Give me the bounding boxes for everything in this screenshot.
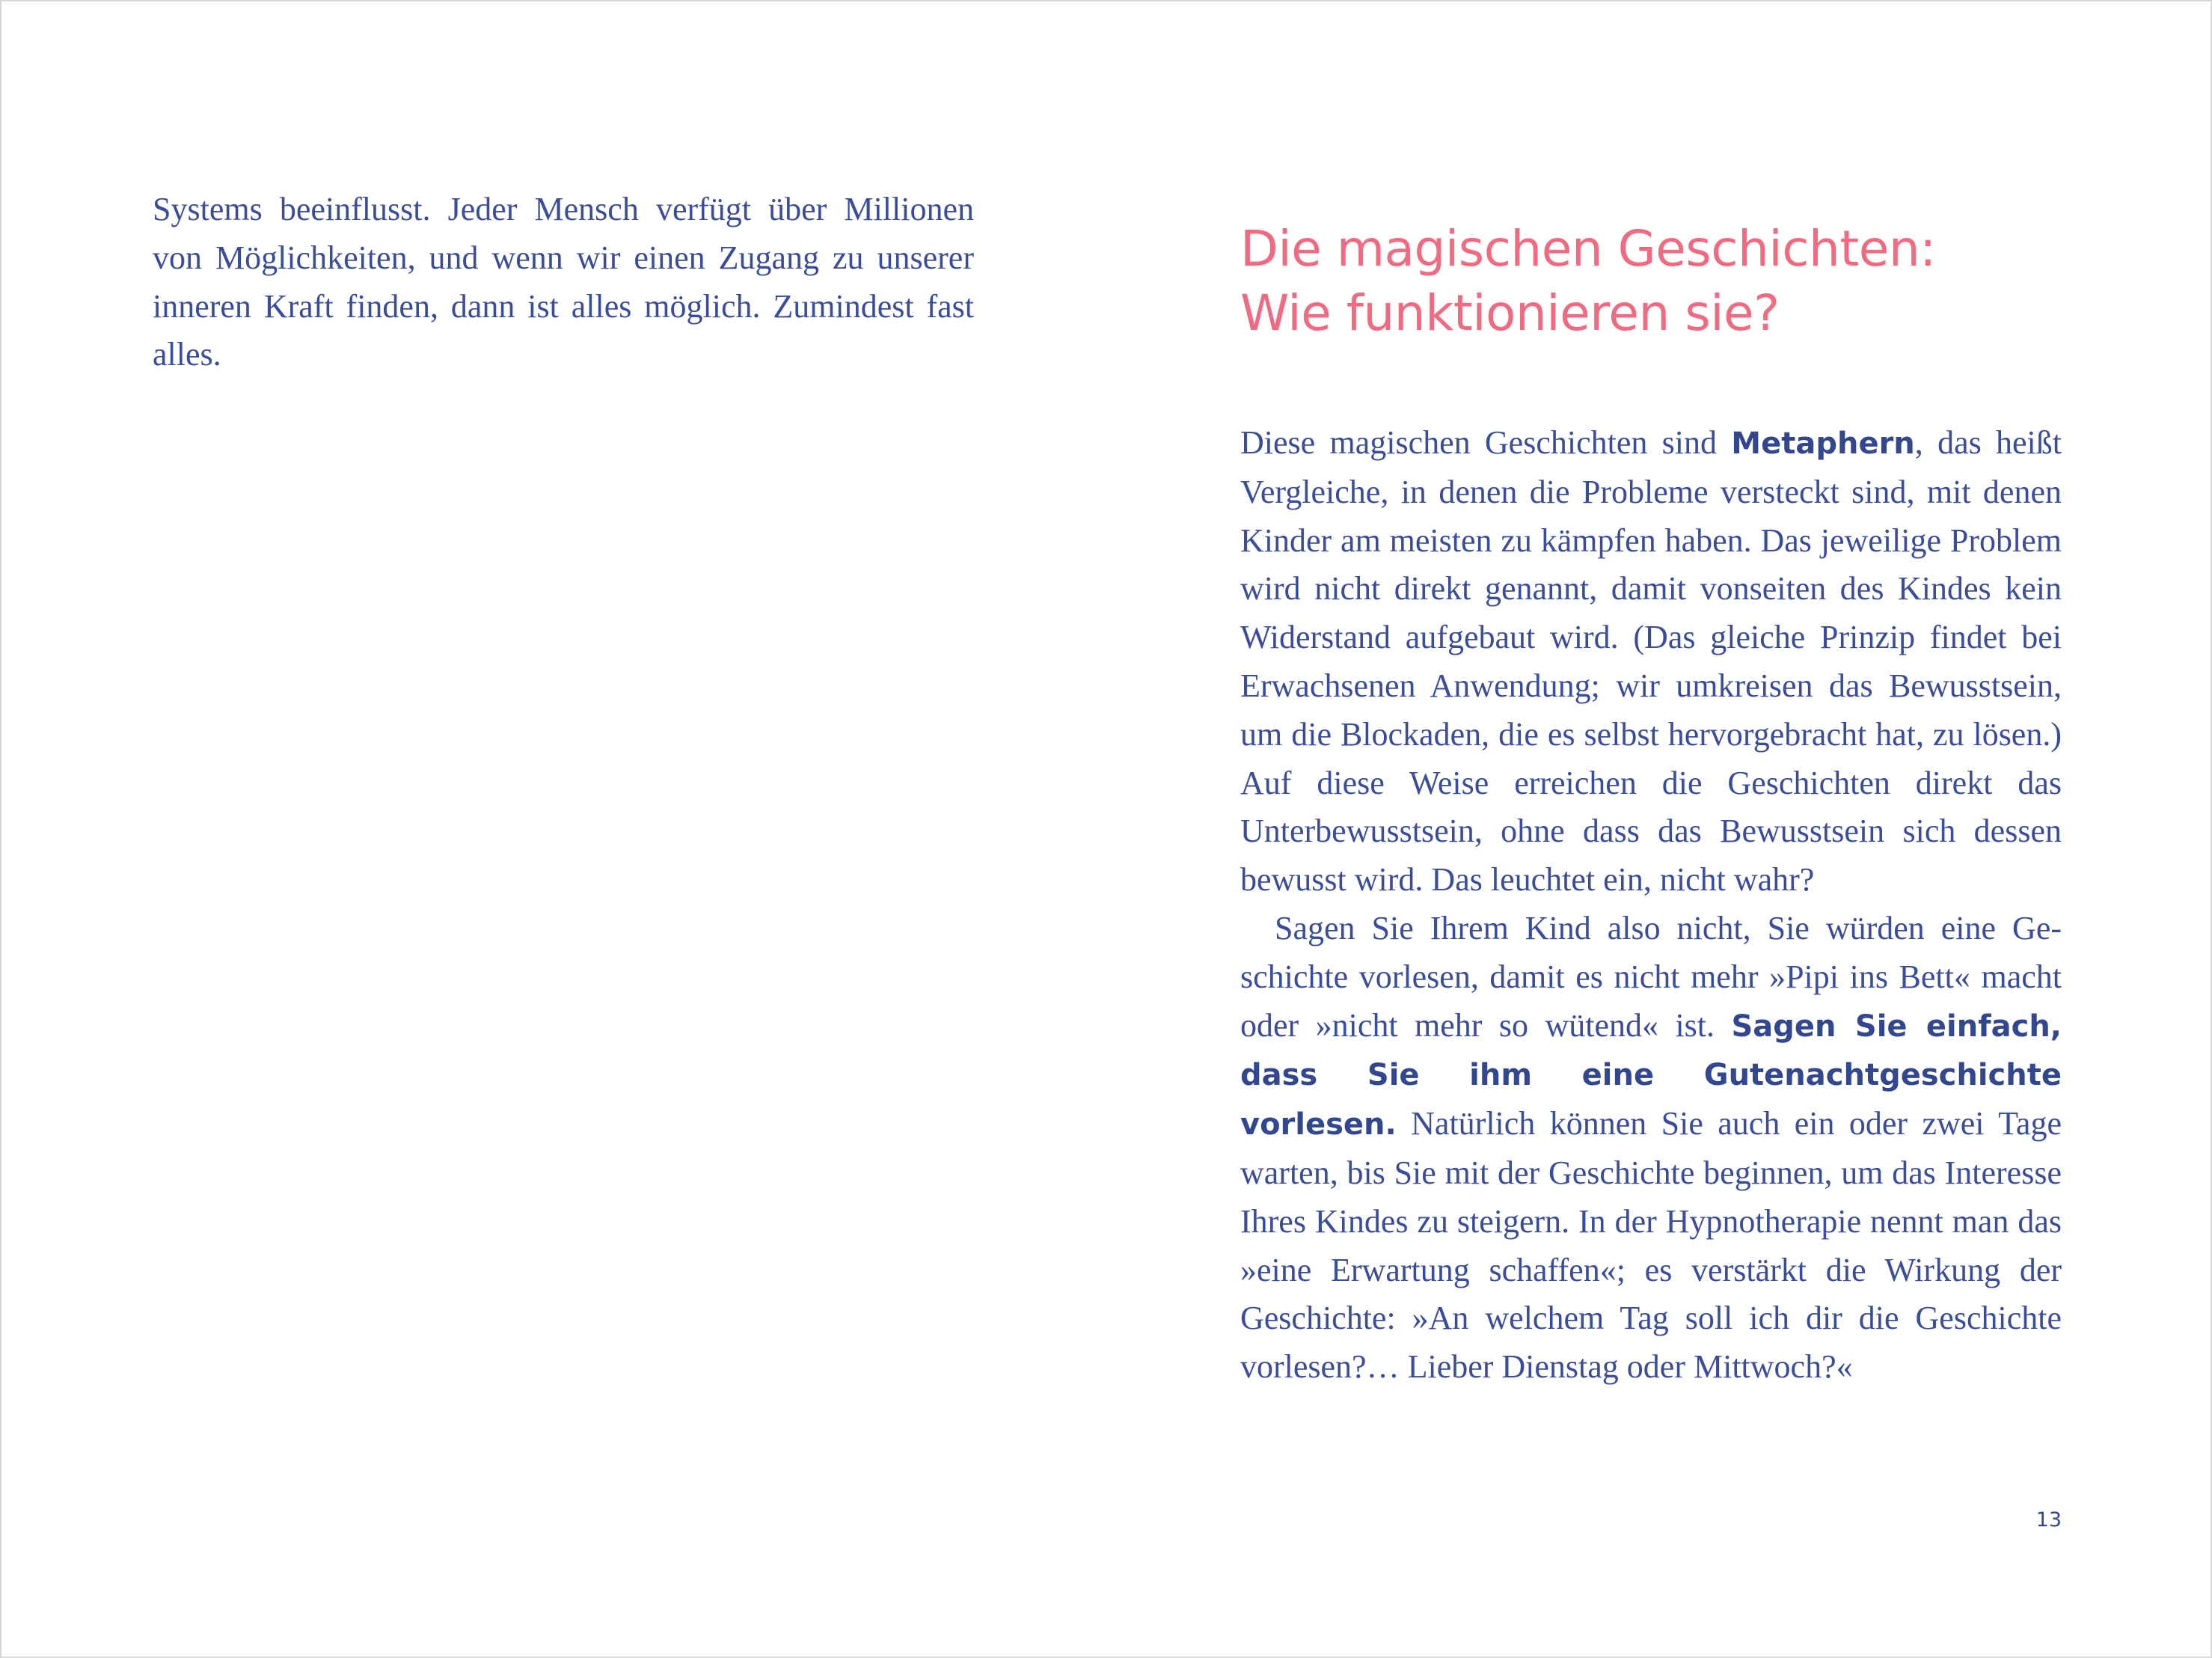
chapter-heading-line1: Die magischen Geschichten: [1240, 220, 1936, 278]
chapter-heading [1240, 217, 2062, 346]
page-number: 13 [2035, 1508, 2062, 1532]
right-page-content [1240, 217, 2062, 1392]
paragraph-metaphors-intro: Diese magischen Geschichten sind [1240, 424, 1732, 461]
paragraph-bedtime-story [1240, 905, 2062, 1392]
chapter-heading-line2: Wie funktionieren sie? [1240, 284, 1780, 342]
left-page-text [153, 186, 974, 379]
right-page-body [1240, 419, 2062, 1392]
paragraph-bedtime-rest: Natürlich können Sie auch ein oder zwei Tage warten, bis Sie mit der Geschichte beginnen, um das Interesse Ihres Kindes zu steigern. In der Hypnotherapie nennt man das »eine Erwartung schaffen«; es verstärkt die Wirkung der Geschichte: »An welchem Tag soll ich dir die Geschichte vorlesen?… Lieber Dienstag oder Mittwoch?« [1240, 1105, 2062, 1386]
paragraph-metaphors-rest: , das heißt Vergleiche, in denen die Probleme versteckt sind, mit denen Kinder am meisten zu kämpfen haben. Das jeweilige Problem wird nicht direkt genannt, damit vonseiten des Kindes kein Widerstand aufgebaut wird. (Das gleiche Prinzip findet bei Erwachsenen Anwendung; wir umkreisen das Bewusstsein, um die Blockaden, die es selbst hervorgebracht hat, zu lösen.) Auf diese Weise erreichen die Geschichten direkt das Unterbewusstsein, ohne dass das Bewusstsein sich dessen bewusst wird. Das leuchtet ein, nicht wahr? [1240, 424, 2062, 899]
metaphern-bold-term: Metaphern [1731, 426, 1915, 461]
paragraph-bedtime-intro: Sagen Sie Ihrem Kind also nicht, Sie würden eine Geschichte vorlesen, damit es nicht mehr »Pipi ins Bett« macht oder »nicht mehr so wütend« ist. [1240, 909, 2062, 1044]
page-border-top [0, 0, 2212, 1]
paragraph-metaphors [1240, 419, 2062, 905]
page-border-left [0, 0, 1, 1658]
bedtime-story-bold-advice: Sagen Sie einfach, dass Sie ihm eine Gutenachtgeschichte vorlesen. [1240, 1009, 2062, 1142]
left-page-paragraph: Systems beeinflusst. Jeder Mensch verfügt über Millionen von Möglichkeiten, und wenn wir einen Zugang zu unserer inneren Kraft finden, dann ist alles möglich. Zumindest fast alles. [153, 191, 974, 373]
